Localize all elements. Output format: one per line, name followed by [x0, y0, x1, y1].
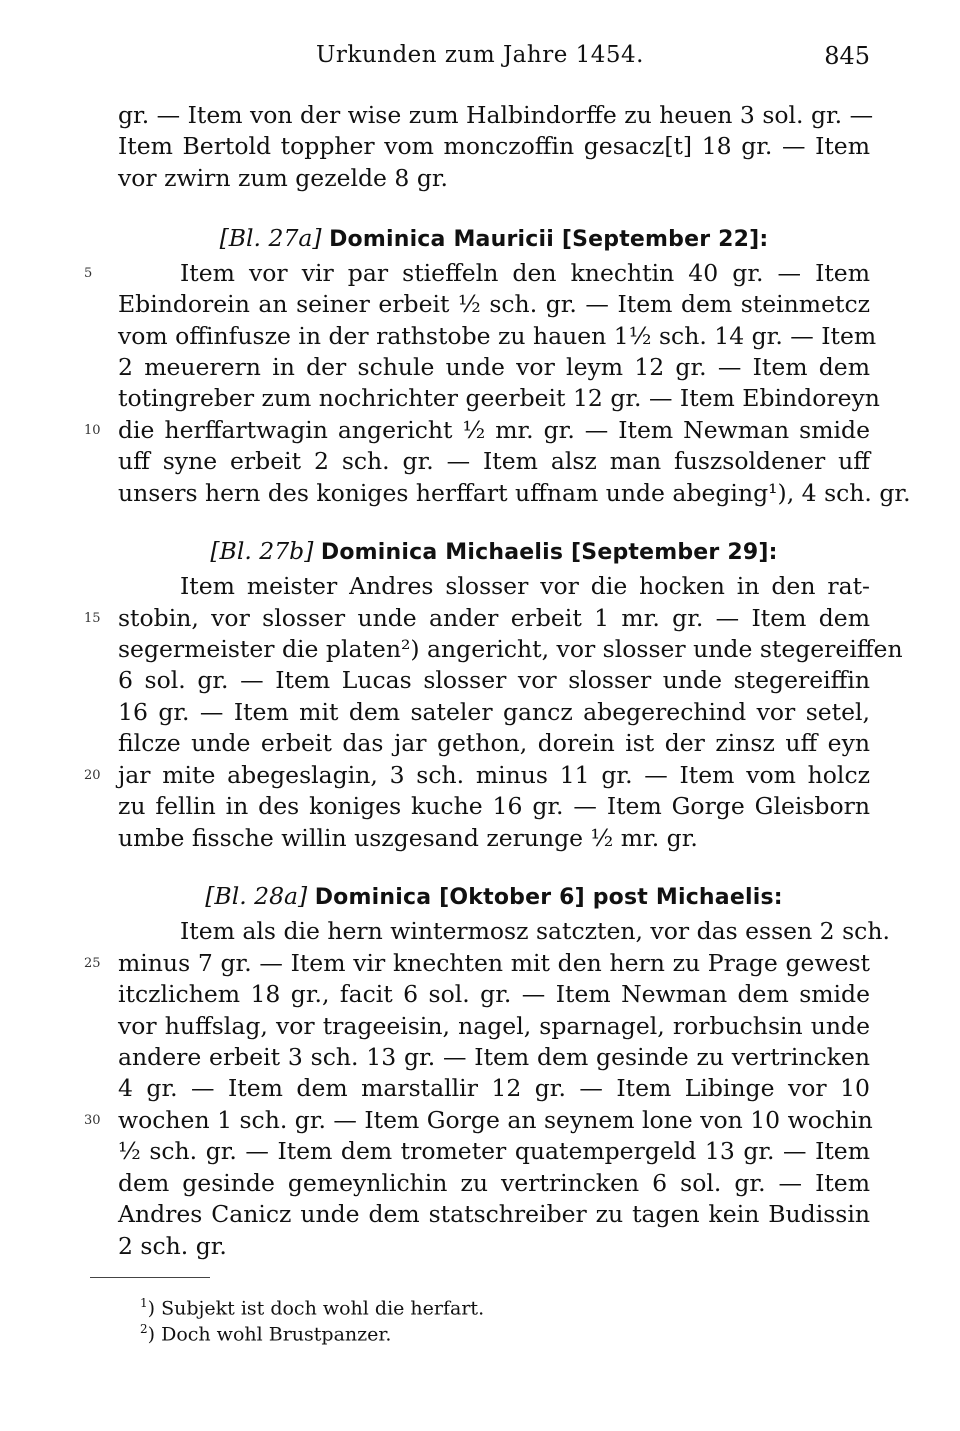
folio-reference: [Bl. 28a] [205, 882, 308, 910]
footnote-text: ) Doch wohl Brustpanzer. [147, 1323, 392, 1346]
text-line: itczlichem 18 gr., facit 6 sol. gr. — Item Newman dem smide [118, 980, 870, 1008]
text-line: Item als die hern wintermosz satczten, vor das essen 2 sch. [180, 917, 890, 945]
section-heading [118, 221, 870, 255]
text-line: minus 7 gr. — Item vir knechten mit den hern zu Prage gewest [118, 949, 870, 977]
text-line: gr. — Item von der wise zum Halbindorffe zu heuen 3 sol. gr. — [118, 101, 874, 129]
line-number: 15 [84, 611, 101, 626]
text-line: die herffartwagin angericht ½ mr. gr. — Item Newman smide [118, 416, 870, 444]
text-line: andere erbeit 3 sch. 13 gr. — Item dem gesinde zu vertrincken [118, 1043, 870, 1071]
heading-title: Dominica [Oktober 6] post Michaelis: [314, 885, 783, 910]
text-line: filcze unde erbeit das jar gethon, dorein ist der zinsz uff eyn [118, 729, 870, 757]
text-line: 2 meuerern in der schule unde vor leym 12 gr. — Item dem [118, 353, 870, 381]
folio-reference: [Bl. 27a] [219, 224, 322, 252]
footnote [140, 1316, 392, 1346]
line-number: 5 [84, 266, 93, 281]
text-line: zu fellin in des koniges kuche 16 gr. — Item Gorge Gleisborn [118, 792, 870, 820]
line-number: 10 [84, 423, 101, 438]
text-line: Andres Canicz unde dem statschreiber zu tagen kein Budissin [118, 1200, 870, 1228]
section-heading [118, 534, 870, 568]
text-line: vom offinfusze in der rathstobe zu hauen 1½ sch. 14 gr. — Item [118, 322, 877, 350]
text-line: unsers hern des koniges herffart uffnam unde abeging¹), 4 sch. gr. [118, 479, 911, 507]
text-line: 16 gr. — Item mit dem sateler gancz abegerechind vor setel, [118, 698, 870, 726]
text-line: vor huffslag, vor trageeisin, nagel, sparnagel, rorbuchsin unde [118, 1012, 870, 1040]
heading-title: Dominica Michaelis [September 29]: [320, 540, 778, 565]
text-line: umbe fissche willin uszgesand zerunge ½ mr. gr. [118, 824, 698, 852]
text-line: Item meister Andres slosser vor die hocken in den rat- [180, 572, 870, 600]
line-number: 25 [84, 956, 101, 971]
heading-title: Dominica Mauricii [September 22]: [329, 227, 769, 252]
text-line: stobin, vor slosser unde ander erbeit 1 mr. gr. — Item dem [118, 604, 870, 632]
running-title: Urkunden zum Jahre 1454. [316, 42, 644, 68]
line-number: 30 [84, 1113, 101, 1128]
page-number: 845 [824, 42, 870, 70]
body-text [118, 0, 911, 1431]
text-line: ½ sch. gr. — Item dem trometer quatempergeld 13 gr. — Item [118, 1137, 870, 1165]
footnote-mark: 1 [140, 1296, 148, 1310]
text-line: uff syne erbeit 2 sch. gr. — Item alsz man fuszsoldener uff [118, 447, 870, 475]
text-line: 2 sch. gr. [118, 1232, 227, 1260]
footnote-mark: 2 [140, 1322, 148, 1336]
text-line: totingreber zum nochrichter geerbeit 12 gr. — Item Ebindoreyn [118, 384, 880, 412]
text-line: segermeister die platen²) angericht, vor slosser unde stegereiffen [118, 635, 903, 663]
footnote [140, 1290, 485, 1320]
text-line: 6 sol. gr. — Item Lucas slosser vor slosser unde stegereiffin [118, 666, 870, 694]
text-line: Ebindorein an seiner erbeit ½ sch. gr. — Item dem steinmetcz [118, 290, 870, 318]
text-line: vor zwirn zum gezelde 8 gr. [118, 164, 449, 192]
folio-reference: [Bl. 27b] [210, 537, 314, 565]
text-line: Item vor vir par stieffeln den knechtin 40 gr. — Item [180, 259, 870, 287]
section-heading [118, 879, 870, 913]
text-line: Item Bertold toppher vom monczoffin gesacz[t] 18 gr. — Item [118, 132, 870, 160]
text-line: wochen 1 sch. gr. — Item Gorge an seynem lone von 10 wochin [118, 1106, 873, 1134]
footnote-text: ) Subjekt ist doch wohl die herfart. [147, 1297, 485, 1320]
footnote-divider [90, 1277, 210, 1278]
text-line: 4 gr. — Item dem marstallir 12 gr. — Item Libinge vor 10 [118, 1074, 870, 1102]
line-number: 20 [84, 768, 101, 783]
text-line: dem gesinde gemeynlichin zu vertrincken 6 sol. gr. — Item [118, 1169, 870, 1197]
text-line: jar mite abegeslagin, 3 sch. minus 11 gr. — Item vom holcz [118, 761, 870, 789]
